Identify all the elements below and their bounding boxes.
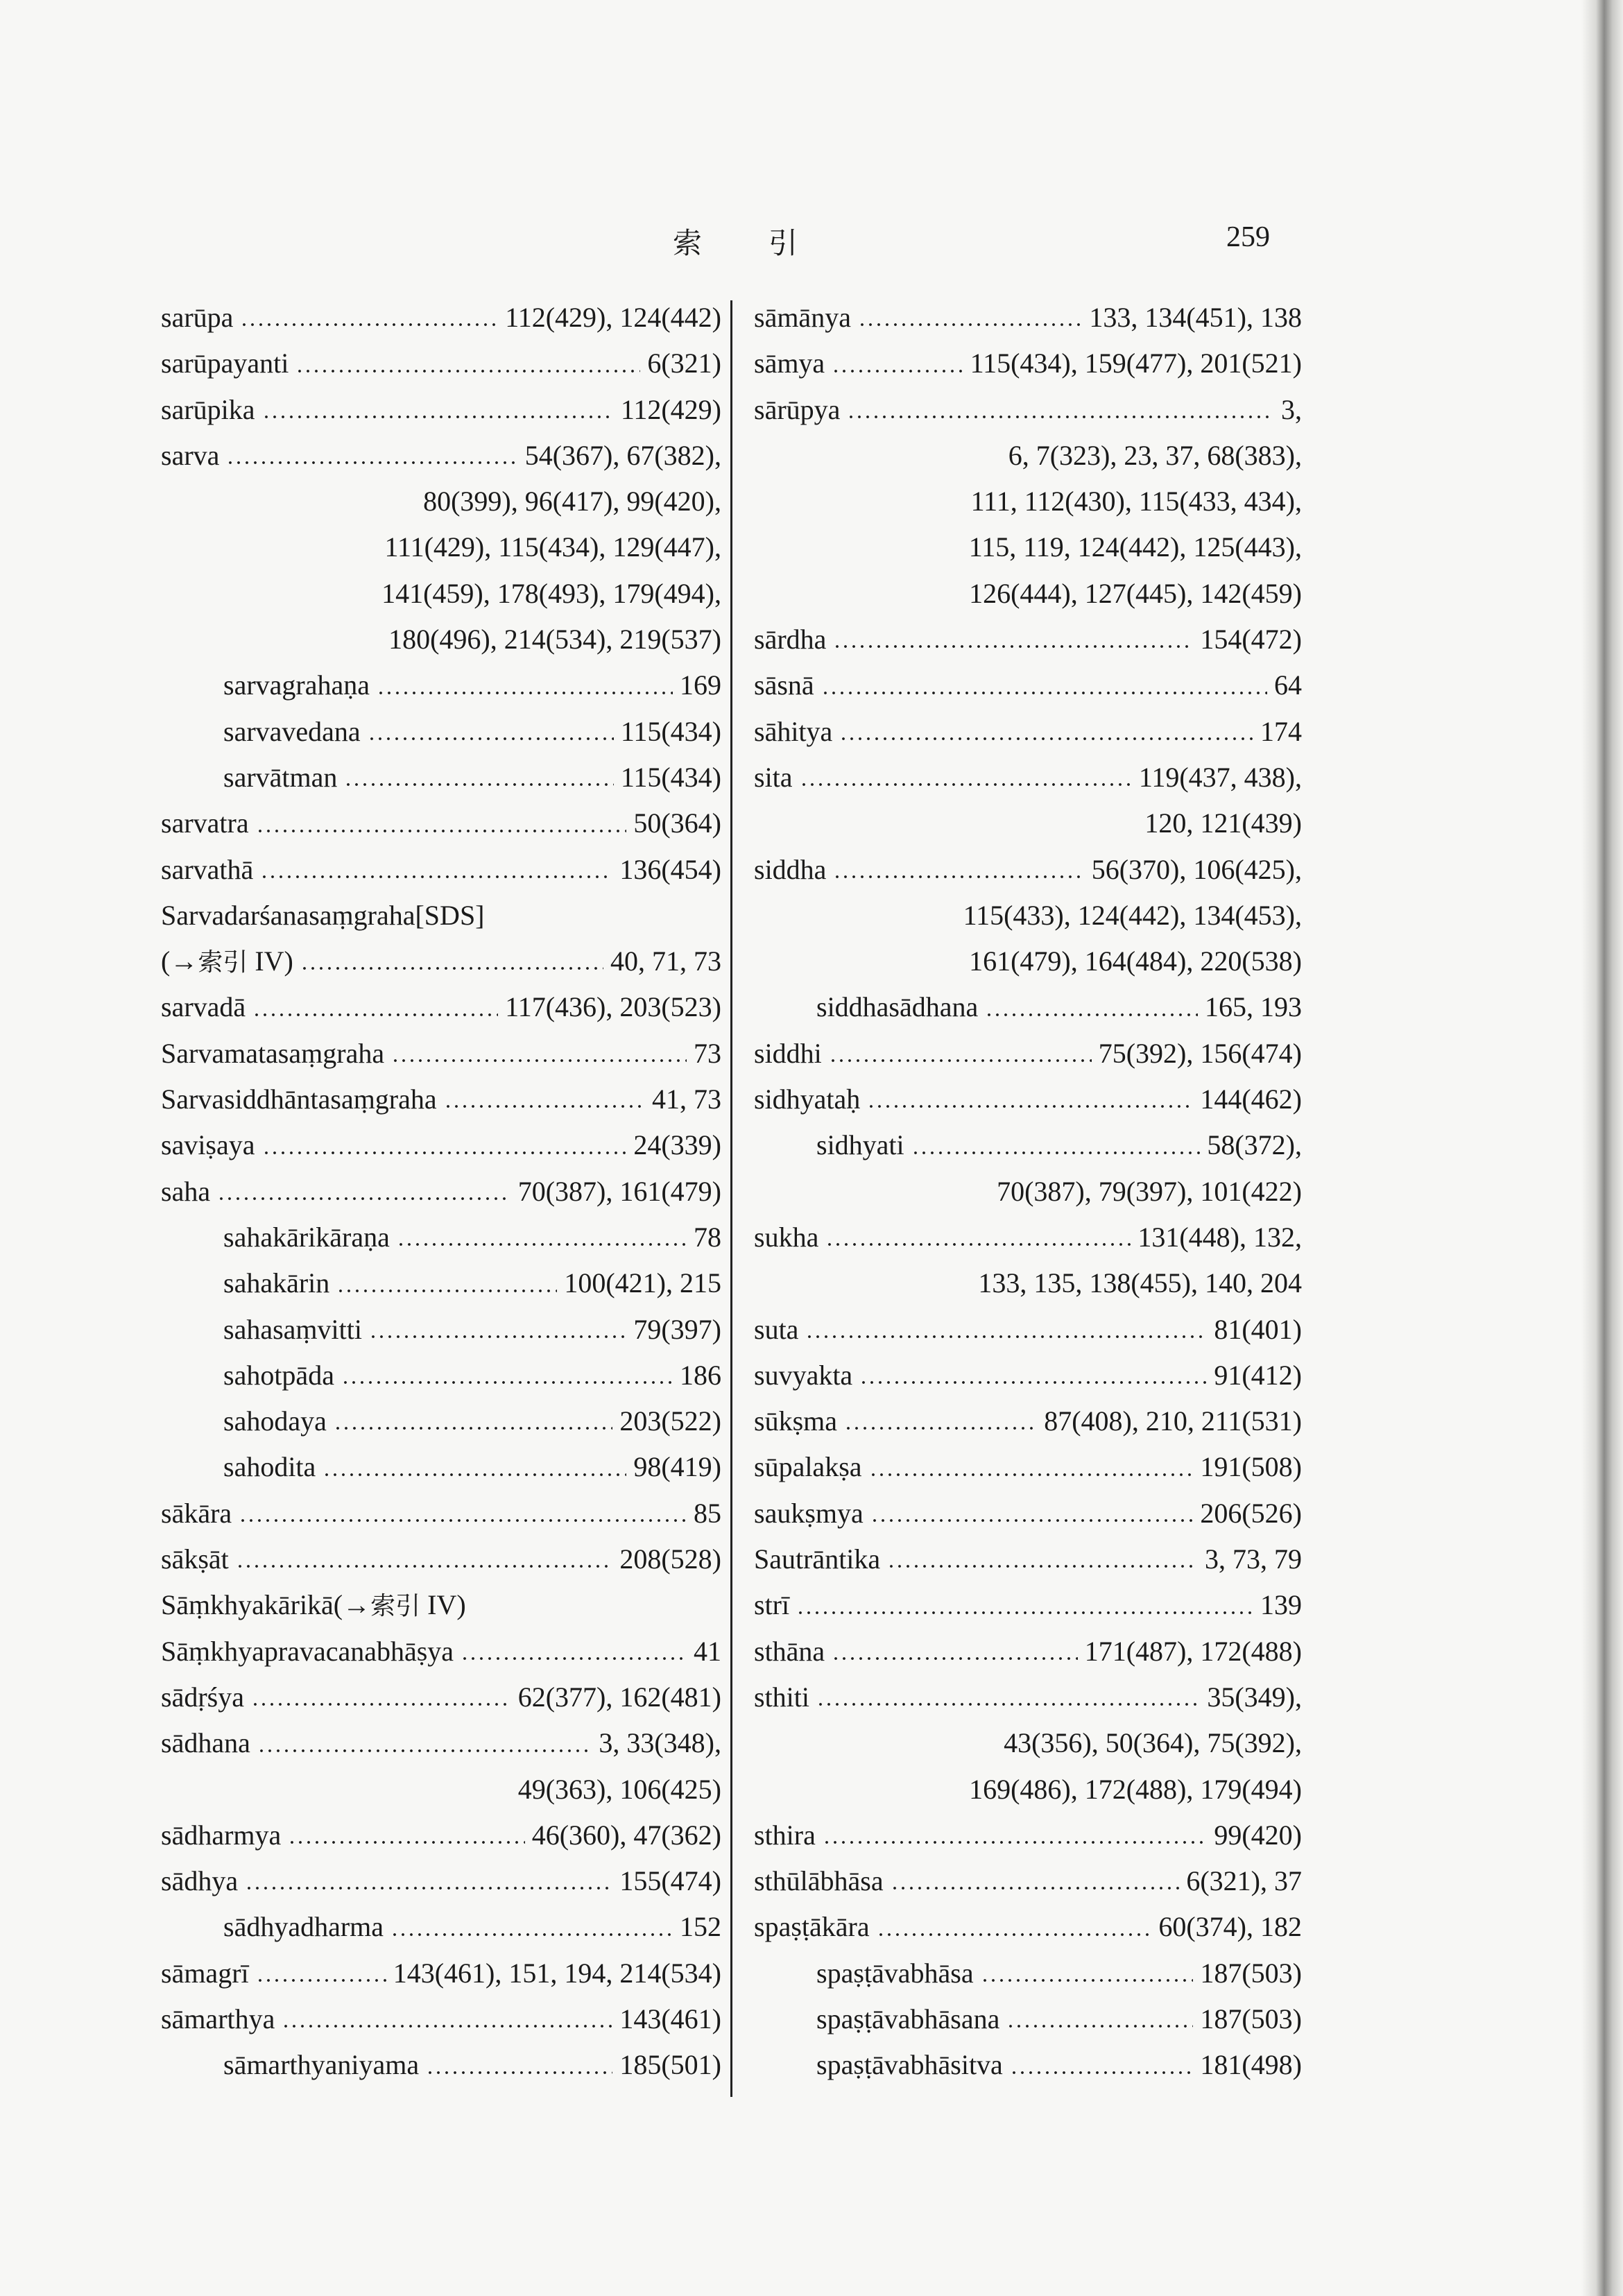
page-references: 3, xyxy=(1277,387,1302,433)
page-references: 6, 7(323), 23, 37, 68(383), xyxy=(1008,433,1302,479)
index-entry xyxy=(161,984,721,1030)
leader-dots xyxy=(426,2071,612,2075)
index-entry xyxy=(161,1858,721,1904)
leader-dots xyxy=(377,691,673,695)
page-references: 115(434), 159(477), 201(521) xyxy=(966,341,1302,386)
index-continuation-line xyxy=(754,800,1302,846)
index-subentry xyxy=(754,1951,1302,1996)
page-header xyxy=(0,221,1623,262)
index-entry xyxy=(161,893,721,939)
index-subentry xyxy=(161,1215,721,1260)
leader-dots xyxy=(257,1749,592,1753)
index-continuation-line xyxy=(754,479,1302,524)
index-entry xyxy=(754,1674,1302,1720)
index-term: suta xyxy=(754,1307,802,1353)
index-term: saviṣaya xyxy=(161,1122,259,1168)
index-subentry xyxy=(754,2042,1302,2088)
index-subentry xyxy=(161,1307,721,1353)
leader-dots xyxy=(816,1702,1200,1706)
leader-dots xyxy=(821,691,1267,695)
page-references: 62(377), 162(481) xyxy=(514,1674,721,1720)
leader-dots xyxy=(282,2024,612,2028)
index-continuation-line xyxy=(161,571,721,617)
page-references: 100(421), 215 xyxy=(560,1260,721,1306)
index-term: sāhitya xyxy=(754,709,836,755)
index-entry xyxy=(161,1674,721,1720)
page-references: 91(412) xyxy=(1210,1353,1302,1398)
index-term: sarūpika xyxy=(161,387,259,433)
page-references: 136(454) xyxy=(615,847,721,893)
page-references: 98(419) xyxy=(629,1444,721,1490)
page-references: 154(472) xyxy=(1196,617,1302,662)
index-subentry xyxy=(161,1260,721,1306)
page-references: 161(479), 164(484), 220(538) xyxy=(969,939,1302,984)
page-references: 112(429), 124(442) xyxy=(501,295,721,341)
page-references: 64 xyxy=(1270,662,1302,708)
index-term: sūpalakṣa xyxy=(754,1444,866,1490)
index-entry xyxy=(161,1169,721,1215)
page-references: 60(374), 182 xyxy=(1154,1904,1302,1950)
page-references: 115, 119, 124(442), 125(443), xyxy=(969,524,1302,570)
page-references: 78 xyxy=(689,1215,721,1260)
index-continuation-line xyxy=(161,1767,721,1813)
leader-dots xyxy=(245,1886,612,1890)
index-term: sidhyati xyxy=(816,1122,909,1168)
page-references: 131(448), 132, xyxy=(1133,1215,1302,1260)
index-term: sādhyadharma xyxy=(223,1904,388,1950)
index-subentry xyxy=(161,662,721,708)
page-references: 56(370), 106(425), xyxy=(1088,847,1302,893)
index-subentry xyxy=(161,1904,721,1950)
index-entry xyxy=(161,433,721,479)
page-references: 73 xyxy=(689,1031,721,1077)
page-references: 120, 121(439) xyxy=(1144,800,1302,846)
page-references: 133, 134(451), 138 xyxy=(1085,295,1302,341)
index-term: sukha xyxy=(754,1215,823,1260)
page-references: 43(356), 50(364), 75(392), xyxy=(1004,1720,1302,1766)
page-references: 81(401) xyxy=(1210,1307,1302,1353)
index-term: sāmarthya xyxy=(161,1996,279,2042)
page-references: 133, 135, 138(455), 140, 204 xyxy=(978,1260,1302,1306)
page-references: 141(459), 178(493), 179(494), xyxy=(381,571,721,617)
leader-dots xyxy=(859,1380,1207,1385)
page-references: 87(408), 210, 211(531) xyxy=(1040,1398,1302,1444)
index-continuation-line xyxy=(754,433,1302,479)
leader-dots xyxy=(891,1886,1179,1890)
index-entry xyxy=(754,1215,1302,1260)
page-references: 6(321), 37 xyxy=(1182,1858,1302,1904)
leader-dots xyxy=(1010,2071,1193,2075)
index-subentry xyxy=(754,1122,1302,1168)
index-entry xyxy=(161,1629,721,1674)
leader-dots xyxy=(390,1933,673,1937)
leader-dots xyxy=(833,644,1193,649)
index-term: suvyakta xyxy=(754,1353,857,1398)
index-term: sūkṣma xyxy=(754,1398,841,1444)
index-entry xyxy=(161,1813,721,1858)
page-references: 203(522) xyxy=(615,1398,721,1444)
page-references: 165, 193 xyxy=(1201,984,1302,1030)
index-entry xyxy=(754,1444,1302,1490)
index-entry xyxy=(754,1307,1302,1353)
leader-dots xyxy=(323,1473,626,1477)
index-entry xyxy=(754,755,1302,800)
index-continuation-line xyxy=(754,939,1302,984)
index-term: sādhana xyxy=(161,1720,255,1766)
index-column-right xyxy=(754,295,1302,2089)
page-references: 126(444), 127(445), 142(459) xyxy=(969,571,1302,617)
leader-dots xyxy=(877,1933,1151,1937)
leader-dots xyxy=(832,1656,1078,1661)
leader-dots xyxy=(985,1013,1198,1017)
leader-dots xyxy=(251,1702,511,1706)
index-subentry xyxy=(161,709,721,755)
page-references: 6(321) xyxy=(643,341,721,386)
index-term: sarūpayanti xyxy=(161,341,293,386)
index-entry xyxy=(161,1951,721,1996)
leader-dots xyxy=(240,323,498,327)
index-entry xyxy=(754,847,1302,893)
index-entry xyxy=(161,939,721,984)
leader-dots xyxy=(336,1289,557,1293)
page-references: 70(387), 79(397), 101(422) xyxy=(997,1169,1302,1215)
index-term: siddhi xyxy=(754,1031,826,1077)
page-references: 180(496), 214(534), 219(537) xyxy=(388,617,721,662)
leader-dots xyxy=(368,737,614,741)
index-continuation-line xyxy=(161,617,721,662)
index-entry xyxy=(161,847,721,893)
page-references: 49(363), 106(425) xyxy=(518,1767,721,1813)
leader-dots xyxy=(869,1473,1193,1477)
index-entry xyxy=(754,1858,1302,1904)
index-continuation-line xyxy=(754,1720,1302,1766)
index-term: Sarvadarśanasaṃgraha[SDS] xyxy=(161,893,489,939)
leader-dots xyxy=(262,1151,626,1155)
index-term: sidhyataḥ xyxy=(754,1077,864,1122)
page-references: 208(528) xyxy=(615,1536,721,1582)
index-term: sākāra xyxy=(161,1491,236,1536)
leader-dots xyxy=(236,1564,612,1568)
leader-dots xyxy=(800,782,1132,787)
index-term: sita xyxy=(754,755,797,800)
leader-dots xyxy=(833,875,1085,879)
index-term: (→索引 IV) xyxy=(161,939,298,986)
index-entry xyxy=(754,387,1302,433)
index-continuation-line xyxy=(161,524,721,570)
leader-dots xyxy=(260,875,612,879)
index-term: sarvagrahaṇa xyxy=(223,662,374,708)
page-references: 70(387), 161(479) xyxy=(514,1169,721,1215)
index-term: sarvavedana xyxy=(223,709,365,755)
leader-dots xyxy=(911,1151,1200,1155)
page-references: 115(433), 124(442), 134(453), xyxy=(963,893,1302,939)
index-subentry xyxy=(161,2042,721,2088)
index-continuation-line xyxy=(754,571,1302,617)
page-references: 187(503) xyxy=(1196,1996,1302,2042)
index-entry xyxy=(754,617,1302,662)
index-entry xyxy=(754,1536,1302,1582)
index-subentry xyxy=(161,1444,721,1490)
index-term: sāsnā xyxy=(754,662,818,708)
page-references: 155(474) xyxy=(615,1858,721,1904)
index-entry xyxy=(754,295,1302,341)
leader-dots xyxy=(341,1380,673,1385)
scan-binding-edge xyxy=(1581,0,1623,2296)
leader-dots xyxy=(1006,2024,1193,2028)
index-term: sahakārin xyxy=(223,1260,334,1306)
index-term: siddha xyxy=(754,847,830,893)
leader-dots xyxy=(805,1335,1207,1339)
index-entry xyxy=(161,800,721,846)
leader-dots xyxy=(858,323,1082,327)
index-term: spaṣṭāvabhāsana xyxy=(816,1996,1004,2042)
leader-dots xyxy=(300,966,603,970)
index-subentry xyxy=(161,755,721,800)
leader-dots xyxy=(839,737,1253,741)
page-references: 111(429), 115(434), 129(447), xyxy=(385,524,721,570)
index-subentry xyxy=(754,1996,1302,2042)
index-term: sthūlābhāsa xyxy=(754,1858,888,1904)
leader-dots xyxy=(252,1013,498,1017)
leader-dots xyxy=(256,829,626,833)
page-references: 181(498) xyxy=(1196,2042,1302,2088)
page-references: 169 xyxy=(676,662,721,708)
index-entry xyxy=(754,341,1302,386)
index-continuation-line xyxy=(754,1260,1302,1306)
page-references: 143(461), 151, 194, 214(534) xyxy=(389,1951,721,1996)
index-entry xyxy=(161,1491,721,1536)
index-entry xyxy=(161,1031,721,1077)
index-term: sarūpa xyxy=(161,295,237,341)
page-references: 35(349), xyxy=(1203,1674,1302,1720)
index-subentry xyxy=(754,984,1302,1030)
leader-dots xyxy=(825,1242,1131,1246)
page-references: 191(508) xyxy=(1196,1444,1302,1490)
index-term: sāmya xyxy=(754,341,829,386)
index-term: sahodaya xyxy=(223,1398,331,1444)
index-continuation-line xyxy=(161,479,721,524)
leader-dots xyxy=(867,1104,1193,1108)
page-references: 144(462) xyxy=(1196,1077,1302,1122)
page-references: 117(436), 203(523) xyxy=(501,984,721,1030)
index-term: sāmarthyaniyama xyxy=(223,2042,423,2088)
index-entry xyxy=(754,1813,1302,1858)
page-references: 80(399), 96(417), 99(420), xyxy=(423,479,721,524)
leader-dots xyxy=(391,1059,687,1063)
page-references: 41, 73 xyxy=(648,1077,721,1122)
index-continuation-line xyxy=(754,893,1302,939)
index-entry xyxy=(161,1122,721,1168)
page-references: 143(461) xyxy=(615,1996,721,2042)
header-title-char-2: 引 xyxy=(768,226,798,260)
index-entry xyxy=(754,662,1302,708)
page-references: 186 xyxy=(676,1353,721,1398)
page-references: 119(437, 438), xyxy=(1135,755,1302,800)
page-references: 40, 71, 73 xyxy=(606,939,721,984)
leader-dots xyxy=(461,1656,687,1661)
column-divider xyxy=(730,300,732,2097)
index-term: spaṣṭāvabhāsa xyxy=(816,1951,978,1996)
index-term: spaṣṭākāra xyxy=(754,1904,874,1950)
leader-dots xyxy=(262,415,614,419)
leader-dots xyxy=(870,1518,1193,1523)
index-entry xyxy=(161,1720,721,1766)
leader-dots xyxy=(844,1426,1037,1430)
index-entry xyxy=(754,1031,1302,1077)
leader-dots xyxy=(295,369,640,373)
index-entry xyxy=(161,341,721,386)
index-entry xyxy=(161,387,721,433)
index-term: Sāṃkhyakārikā(→索引 IV) xyxy=(161,1582,470,1629)
index-term: sārdha xyxy=(754,617,830,662)
page-references: 111, 112(430), 115(433, 434), xyxy=(971,479,1302,524)
leader-dots xyxy=(344,782,614,787)
page-references: 139 xyxy=(1256,1582,1302,1628)
index-entry xyxy=(754,1077,1302,1122)
page-references: 187(503) xyxy=(1196,1951,1302,1996)
index-term: sādṛśya xyxy=(161,1674,248,1720)
index-term: Sautrāntika xyxy=(754,1536,884,1582)
leader-dots xyxy=(226,461,518,465)
index-term: sahakārikāraṇa xyxy=(223,1215,394,1260)
leader-dots xyxy=(397,1242,687,1246)
page-references: 46(360), 47(362) xyxy=(528,1813,721,1858)
leader-dots xyxy=(256,1978,386,1982)
index-term: siddhasādhana xyxy=(816,984,982,1030)
index-term: sākṣāt xyxy=(161,1536,233,1582)
index-term: spaṣṭāvabhāsitva xyxy=(816,2042,1007,2088)
index-entry xyxy=(161,1582,721,1628)
index-term: sthira xyxy=(754,1813,820,1858)
page-references: 152 xyxy=(676,1904,721,1950)
page-references: 112(429) xyxy=(617,387,721,433)
page-references: 24(339) xyxy=(629,1122,721,1168)
index-term: sahasaṃvitti xyxy=(223,1307,366,1353)
page-references: 171(487), 172(488) xyxy=(1081,1629,1302,1674)
page-references: 99(420) xyxy=(1210,1813,1302,1858)
page-references: 3, 73, 79 xyxy=(1201,1536,1302,1582)
index-term: strī xyxy=(754,1582,793,1628)
index-term: sarvātman xyxy=(223,755,341,800)
leader-dots xyxy=(981,1978,1193,1982)
leader-dots xyxy=(369,1335,626,1339)
index-entry xyxy=(161,1536,721,1582)
index-entry xyxy=(754,1353,1302,1398)
page-references: 115(434) xyxy=(617,755,721,800)
leader-dots xyxy=(796,1611,1253,1615)
leader-dots xyxy=(847,415,1274,419)
index-entry xyxy=(754,1582,1302,1628)
index-term: Sarvamatasaṃgraha xyxy=(161,1031,388,1077)
index-entry xyxy=(161,1077,721,1122)
index-term: sahodita xyxy=(223,1444,320,1490)
page-references: 115(434) xyxy=(617,709,721,755)
page-references: 75(392), 156(474) xyxy=(1094,1031,1302,1077)
page-references: 54(367), 67(382), xyxy=(521,433,721,479)
leader-dots xyxy=(823,1840,1207,1844)
index-term: sārūpya xyxy=(754,387,844,433)
leader-dots xyxy=(239,1518,687,1523)
index-continuation-line xyxy=(754,524,1302,570)
index-entry xyxy=(754,1904,1302,1950)
index-term: sarvathā xyxy=(161,847,257,893)
page-references: 3, 33(348), xyxy=(594,1720,721,1766)
index-column-left xyxy=(161,295,721,2089)
index-term: sthiti xyxy=(754,1674,814,1720)
page-references: 50(364) xyxy=(629,800,721,846)
index-subentry xyxy=(161,1353,721,1398)
leader-dots xyxy=(217,1197,511,1201)
leader-dots xyxy=(444,1104,645,1108)
header-title-char-1: 索 xyxy=(673,226,703,260)
index-term: sādhya xyxy=(161,1858,242,1904)
index-subentry xyxy=(161,1398,721,1444)
index-entry xyxy=(754,1398,1302,1444)
index-term: sarvadā xyxy=(161,984,250,1030)
index-term: sādharmya xyxy=(161,1813,285,1858)
page-references: 174 xyxy=(1256,709,1302,755)
index-term: saukṣmya xyxy=(754,1491,868,1536)
leader-dots xyxy=(832,369,963,373)
index-term: sthāna xyxy=(754,1629,829,1674)
page-references: 58(372), xyxy=(1203,1122,1302,1168)
leader-dots xyxy=(334,1426,612,1430)
leader-dots xyxy=(288,1840,525,1844)
leader-dots xyxy=(887,1564,1198,1568)
index-continuation-line xyxy=(754,1169,1302,1215)
index-entry xyxy=(754,1629,1302,1674)
index-term: Sāṃkhyapravacanabhāṣya xyxy=(161,1629,458,1674)
index-term: Sarvasiddhāntasaṃgraha xyxy=(161,1077,441,1122)
page-references: 41 xyxy=(689,1629,721,1674)
index-entry xyxy=(161,1996,721,2042)
index-entry xyxy=(754,1491,1302,1536)
page-references: 169(486), 172(488), 179(494) xyxy=(969,1767,1302,1813)
leader-dots xyxy=(829,1059,1092,1063)
page-references: 185(501) xyxy=(615,2042,721,2088)
index-entry xyxy=(161,295,721,341)
page-number: 259 xyxy=(1226,221,1270,253)
index-term: sarvatra xyxy=(161,800,253,846)
index-entry xyxy=(754,709,1302,755)
page-references: 85 xyxy=(689,1491,721,1536)
page-references: 79(397) xyxy=(629,1307,721,1353)
index-term: saha xyxy=(161,1169,214,1215)
index-term: sahotpāda xyxy=(223,1353,338,1398)
index-term: sāmagrī xyxy=(161,1951,253,1996)
index-term: sāmānya xyxy=(754,295,855,341)
index-continuation-line xyxy=(754,1767,1302,1813)
page-references: 206(526) xyxy=(1196,1491,1302,1536)
index-term: sarva xyxy=(161,433,223,479)
